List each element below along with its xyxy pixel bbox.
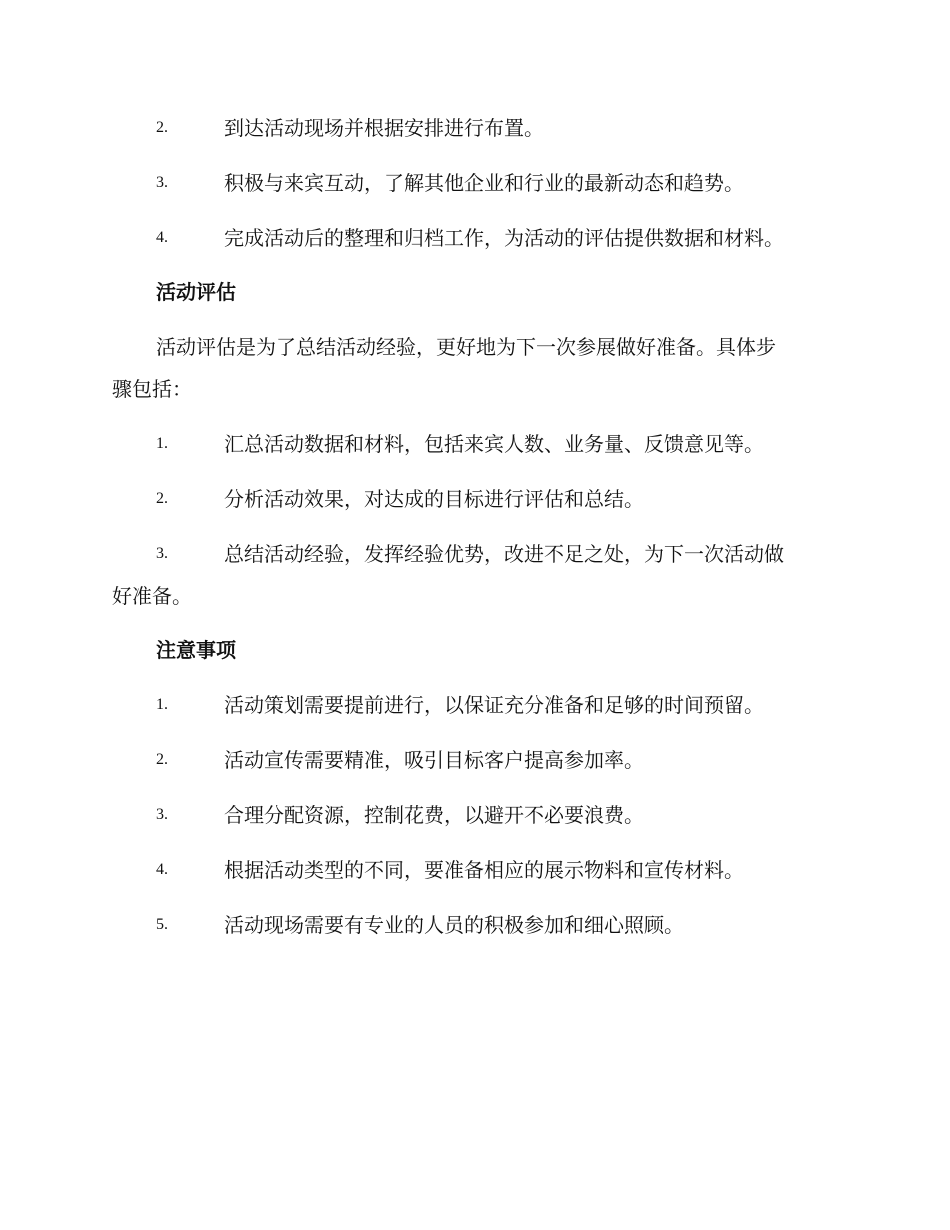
list-item-text: 积极与来宾互动，了解其他企业和行业的最新动态和趋势。 — [224, 171, 744, 195]
list-item-number: 3. — [156, 806, 168, 823]
list-item-text: 活动策划需要提前进行，以保证充分准备和足够的时间预留。 — [224, 693, 764, 717]
list-item-number: 5. — [156, 916, 168, 933]
list-item-number: 3. — [156, 545, 168, 562]
paragraph-intro-line2: 骤包括： — [112, 377, 192, 401]
paragraph-intro-line1: 活动评估是为了总结活动经验，更好地为下一次参展做好准备。具体步 — [156, 335, 776, 359]
list-item-number: 2. — [156, 490, 168, 507]
list-item-number: 2. — [156, 751, 168, 768]
list-item-number: 1. — [156, 435, 168, 452]
list-item-number: 1. — [156, 696, 168, 713]
list-item-text: 根据活动类型的不同，要准备相应的展示物料和宣传材料。 — [224, 858, 744, 882]
list-item-text: 总结活动经验，发挥经验优势，改进不足之处，为下一次活动做 — [224, 542, 784, 566]
list-item-text: 活动现场需要有专业的人员的积极参加和细心照顾。 — [224, 913, 684, 937]
section-heading-notes: 注意事项 — [156, 638, 236, 662]
list-item-number: 2. — [156, 119, 168, 136]
list-item-text: 汇总活动数据和材料，包括来宾人数、业务量、反馈意见等。 — [224, 432, 764, 456]
list-item-text: 完成活动后的整理和归档工作，为活动的评估提供数据和材料。 — [224, 226, 784, 250]
list-item-number: 4. — [156, 229, 168, 246]
list-item-text: 分析活动效果，对达成的目标进行评估和总结。 — [224, 487, 644, 511]
list-item-number: 3. — [156, 174, 168, 191]
list-item-number: 4. — [156, 861, 168, 878]
list-item-text-continuation: 好准备。 — [112, 584, 192, 608]
list-item-text: 合理分配资源，控制花费，以避开不必要浪费。 — [224, 803, 644, 827]
list-item-text: 到达活动现场并根据安排进行布置。 — [224, 116, 544, 140]
section-heading-evaluation: 活动评估 — [156, 280, 236, 304]
list-item-text: 活动宣传需要精准，吸引目标客户提高参加率。 — [224, 748, 644, 772]
